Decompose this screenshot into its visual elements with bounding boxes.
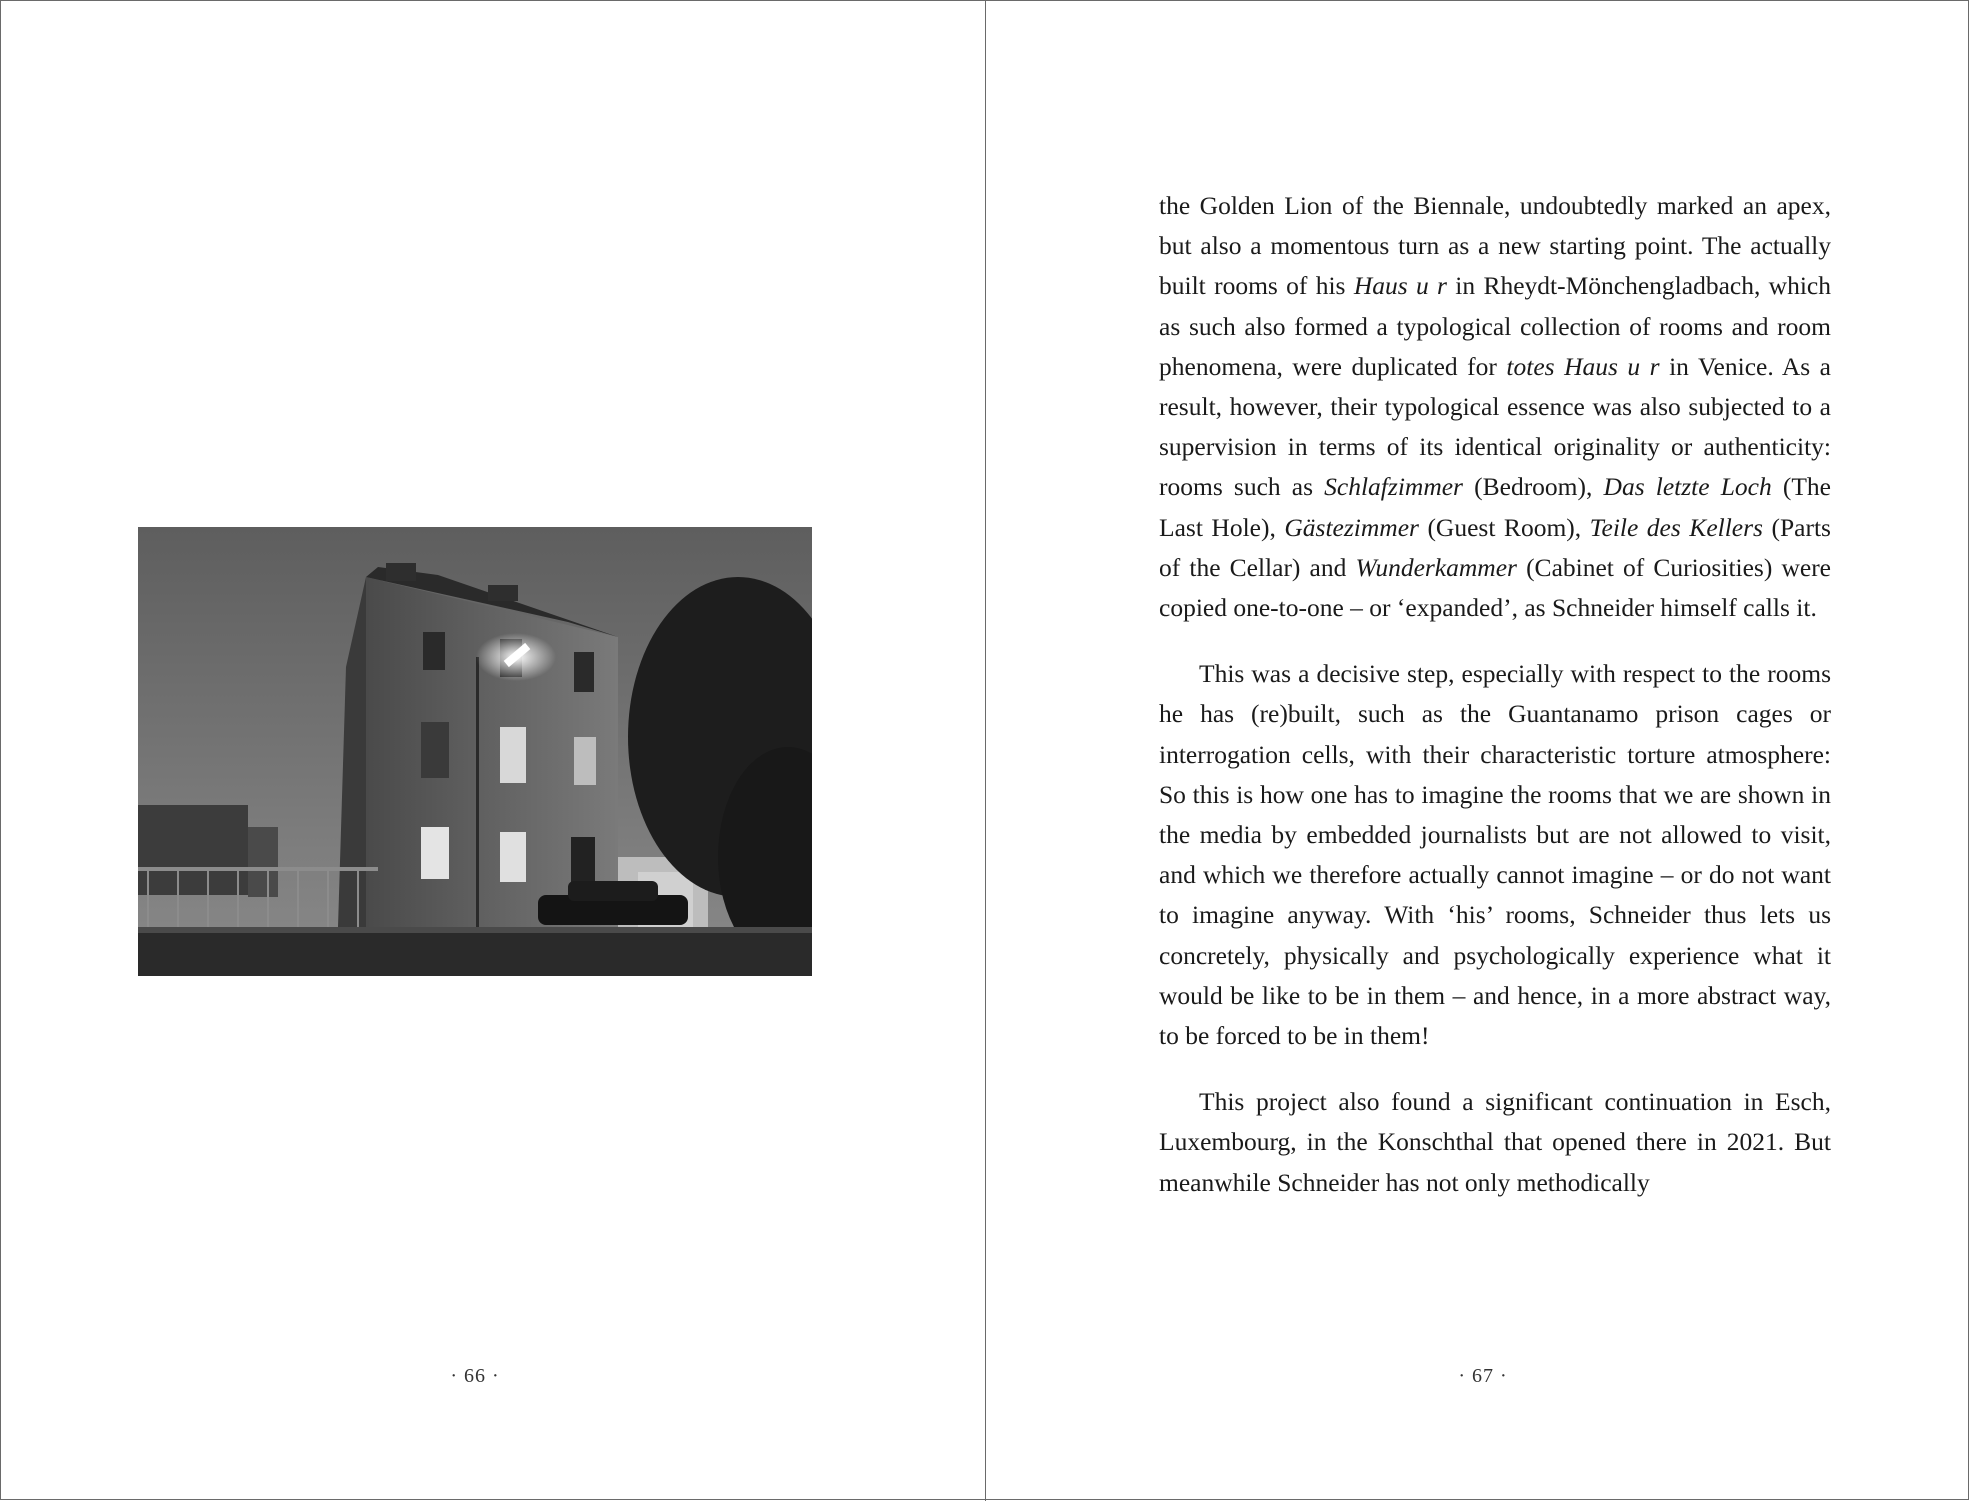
italic-title: Schlafzimmer [1324, 472, 1463, 502]
text-run: (Bedroom), [1462, 472, 1604, 502]
text-run: in Venice. As a result, however, their typological essence was also subjected to a supervision in terms of its identical originality or authenticity: rooms such as [1159, 351, 1831, 502]
house-photograph-image [138, 527, 812, 976]
text-run: (The Last Hole), [1159, 472, 1831, 542]
paragraph-1 [1159, 186, 1831, 628]
italic-title: Teile des Kellers [1589, 512, 1763, 542]
right-page [986, 1, 1969, 1501]
house-photograph [138, 527, 812, 976]
text-run: the Golden Lion of the Biennale, undoubtedly marked an apex, but also a momentous turn as a new starting point. The actually built rooms of his [1159, 191, 1831, 301]
text-run: in Rheydt-Mönchengladbach, which as such also formed a typological collection of rooms and room phenomena, were duplicated for [1159, 271, 1831, 381]
italic-title: Gästezimmer [1284, 512, 1419, 542]
text-run: This was a decisive step, especially with respect to the rooms he has (re)built, such as the Guantanamo prison cages or interrogation cells, with their characteristic torture atmosphere: So this is how one has to imagine the rooms that we are shown in the media by embedded journalists but are not allowed to visit, and which we therefore actually cannot imagine – or do not want to imagine anyway. With ‘his’ rooms, Schneider thus lets us concretely, physically and psychologically experience what it would be like to be in them – and hence, in a more abstract way, to be forced to be in them! [1159, 659, 1831, 1051]
paragraph-2 [1159, 654, 1831, 1056]
text-run: This project also found a significant continuation in Esch, Luxembourg, in the Konschthal that opened there in 2021. But meanwhile Schneider has not only methodically [1159, 1087, 1831, 1197]
body-text [1159, 186, 1831, 1203]
text-run: (Cabinet of Curiosities) were copied one-to-one – or ‘expanded’, as Schneider himself calls it. [1159, 552, 1832, 623]
italic-title: totes Haus u r [1506, 351, 1660, 381]
paragraph-3 [1159, 1082, 1831, 1203]
italic-title: Das letzte Loch [1603, 472, 1772, 502]
left-page [1, 1, 985, 1501]
italic-title: Wunderkammer [1355, 552, 1517, 582]
page-number-right: · 67 · [1458, 1365, 1508, 1387]
italic-title: Haus u r [1353, 271, 1447, 301]
text-run: (Guest Room), [1418, 512, 1590, 542]
page-number-left: · 66 · [450, 1365, 500, 1387]
text-run: (Parts of the Cellar) and [1159, 512, 1831, 582]
